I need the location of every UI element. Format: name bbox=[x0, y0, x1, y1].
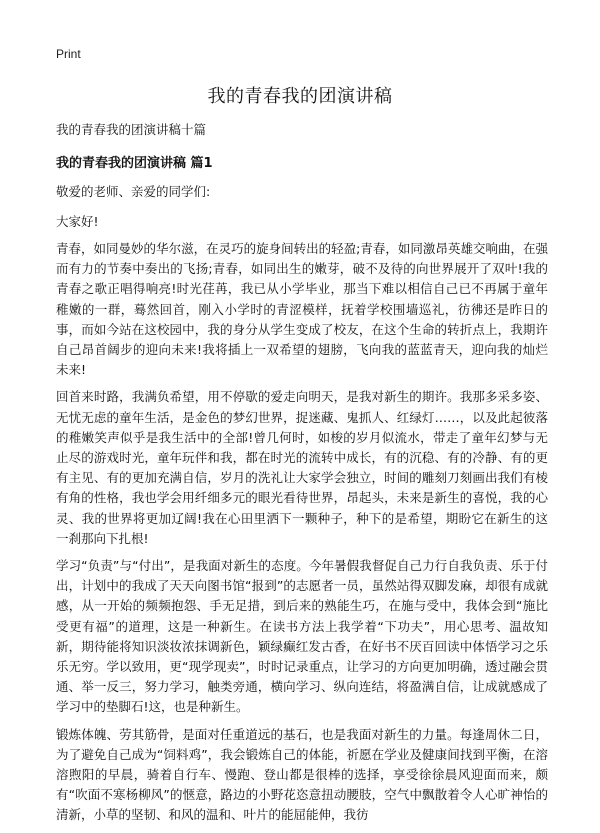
paragraph-1: 青春，如同曼妙的华尔滋，在灵巧的旋身间转出的轻盈;青春，如同激昂英雄交响曲，在强而有力的节奏中奏出的飞扬;青春，如同出生的嫩芽，破不及待的向世界展开了双叶!我的青春之歌正唱得响亮!时光荏苒，我已从小学毕业，那当下难以相信自己已不再属于童年稚嫩的一群，蓦然回首，刚入小学时的青涩模样，抚着学校围墙巡礼，彷彿还是昨日的事，而如今站在这校园中，我的身分从学生变成了校友，在这个生命的转折点上，我期许自己昂首阔步的迎向未来!我将插上一双希望的翅膀，飞向我的蓝蓝青天，迎向我的灿烂未来! bbox=[56, 241, 548, 378]
paragraph-2: 回首来时路，我满负希望，用不停歇的爱走向明天，是我对新生的期许。我那多采多姿、无忧无虑的童年生活，是金色的梦幻世界，捉迷藏、鬼抓人、红绿灯……，以及此起彼落的稚嫩笑声似乎是我生活中的全部!曾几何时，如梭的岁月似流水，带走了童年幻梦与无止尽的游戏时光，童年玩伴和我，都在时光的流转中成长，有的沉稳、有的冷静、有的更有主见、有的更加充满自信，岁月的洗礼让大家学会独立，时间的雕刻刀刻画出我们有棱有角的性格，我也学会用纤细多元的眼光看待世界，昂起头，未来是新生的喜悦，我的心灵、我的世界将更加辽阔!我在心田里洒下一颗种子，种下的是希望，期盼它在新生的这一刹那向下扎根! bbox=[56, 389, 548, 546]
paragraph-3: 学习“负责”与“付出”，是我面对新生的态度。今年暑假我督促自己力行自我负责、乐于付出，计划中的我成了天天向图书馆“报到”的志愿者一员，虽然站得双脚发麻，却很有成就感，从一开始的频频抱怨、手无足措，到后来的熟能生巧，在施与受中，我体会到“施比受更有福”的道理，这是一种新生。在读书方法上我学着“下功夫”，用心思考、温故知新，期待能将知识淡妆浓抹调新色，颖绿癫红发古香，在好书不厌百回读中体悟学习之乐乐无穷。学以致用，更“现学现卖”，时时记录重点，让学习的方向更加明确，透过融会贯通、举一反三，努力学习，触类旁通，横向学习、纵向连结，将盈满自信，让成就感成了学习中的垫脚石!这，也是种新生。 bbox=[56, 558, 548, 715]
document-subtitle: 我的青春我的团演讲稿十篇 bbox=[56, 122, 207, 137]
speech-body bbox=[56, 239, 548, 833]
greeting-line: 敬爱的老师、亲爱的同学们: bbox=[56, 184, 211, 199]
print-label[interactable]: Print bbox=[56, 47, 81, 61]
hello-line: 大家好! bbox=[56, 214, 99, 229]
document-title: 我的青春我的团演讲稿 bbox=[207, 86, 393, 107]
section-heading: 我的青春我的团演讲稿 篇1 bbox=[56, 156, 213, 171]
paragraph-4: 锻炼体魄、劳其筋骨，是面对任重道远的基石，也是我面对新生的力量。每逢周休二日，为了避免自己成为“饲料鸡”，我会锻炼自己的体能，祈愿在学业及健康间找到平衡，在溶溶煦阳的早晨，骑着自行车、慢跑、登山都是很棒的选择，享受徐徐晨风迎面而来，颇有“吹面不寒杨柳风”的惬意，路边的小野花恣意扭动腰肢，空气中飘散着令人心旷神怡的清新，小草的坚韧、和风的温和、叶片的能屈能伸，我彷 bbox=[56, 726, 548, 823]
